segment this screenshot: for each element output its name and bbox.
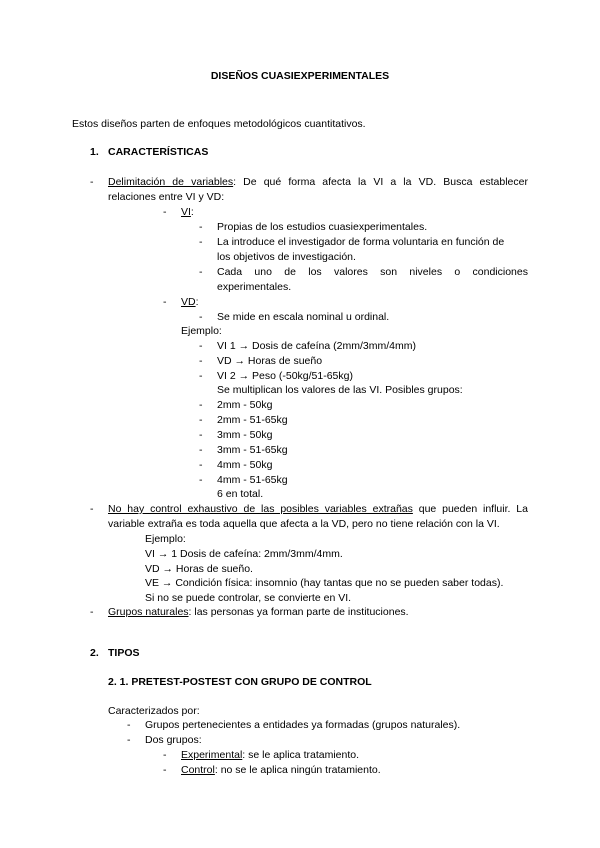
bullet-dash: - xyxy=(199,266,203,278)
control-text-2: variable extraña es toda aquella que afecta a la VD, pero no tiene relación con la VI. xyxy=(108,518,500,530)
group-item: 4mm - 50kg xyxy=(217,459,273,471)
vd-colon: : xyxy=(195,296,199,308)
control-line-1 xyxy=(108,503,528,516)
experimental-label: Experimental xyxy=(181,749,243,761)
subsection-heading: 2. 1. PRETEST-POSTEST CON GRUPO DE CONTROL xyxy=(108,676,372,688)
grupo-control xyxy=(181,764,381,777)
vi-item-2-cont: los objetivos de investigación. xyxy=(217,251,356,263)
experimental-text: : se le aplica tratamiento. xyxy=(242,749,360,761)
ejemplo-1-label: Ejemplo: xyxy=(181,325,222,337)
delimitacion-text-2: relaciones entre VI y VD: xyxy=(108,191,225,203)
bullet-dash: - xyxy=(163,749,167,761)
bullet-dash: - xyxy=(199,444,203,456)
bullet-dash: - xyxy=(199,429,203,441)
grupo-experimental xyxy=(181,749,359,762)
group-item: 4mm - 51-65kg xyxy=(217,474,288,486)
caracterizados-item-2: Dos grupos: xyxy=(145,734,202,746)
bullet-dash: - xyxy=(199,414,203,426)
control-group-text: : no se le aplica ningún tratamiento. xyxy=(214,764,381,776)
ejemplo-1-total: 6 en total. xyxy=(217,488,264,500)
bullet-dash: - xyxy=(199,311,203,323)
section-2-number: 2. xyxy=(90,647,99,659)
bullet-dash: - xyxy=(199,459,203,471)
bullet-dash: - xyxy=(199,236,203,248)
bullet-dash: - xyxy=(199,474,203,486)
bullet-dash: - xyxy=(90,503,94,515)
section-2-heading: TIPOS xyxy=(108,647,140,659)
control-label: No hay control exhaustivo de las posibles variables extrañas xyxy=(108,503,413,515)
bullet-dash: - xyxy=(163,206,167,218)
delimitacion-line-1 xyxy=(108,176,528,189)
page-title: DISEÑOS CUASIEXPERIMENTALES xyxy=(210,70,390,82)
grupos-text: : las personas ya forman parte de instituciones. xyxy=(188,606,409,618)
group-item: 2mm - 51-65kg xyxy=(217,414,288,426)
vi-item-1: Propias de los estudios cuasiexperimentales. xyxy=(217,221,428,233)
vi-label: VI xyxy=(181,206,191,218)
ejemplo-2-line-2: VD → Horas de sueño. xyxy=(145,563,253,575)
ejemplo-1-note: Se multiplican los valores de las VI. Posibles grupos: xyxy=(217,384,463,396)
delimitacion-text-1: : De qué forma afecta la VI a la VD. Busca establecer xyxy=(233,176,528,188)
vi-colon: : xyxy=(190,206,194,218)
vi-item-3-cont: experimentales. xyxy=(217,281,292,293)
bullet-dash: - xyxy=(163,296,167,308)
ejemplo-1-item-2: VD → Horas de sueño xyxy=(217,355,323,367)
bullet-dash: - xyxy=(199,340,203,352)
caracterizados-label: Caracterizados por: xyxy=(108,705,200,717)
vd-heading xyxy=(181,296,199,309)
vd-label: VD xyxy=(181,296,196,308)
delimitacion-label: Delimitación de variables xyxy=(108,176,234,188)
vi-item-2: La introduce el investigador de forma voluntaria en función de xyxy=(217,236,505,248)
group-item: 2mm - 50kg xyxy=(217,399,273,411)
ejemplo-1-item-3: VI 2 → Peso (-50kg/51-65kg) xyxy=(217,370,353,382)
intro-text: Estos diseños parten de enfoques metodológicos cuantitativos. xyxy=(72,118,366,130)
grupos-line xyxy=(108,606,409,619)
caracterizados-item-1: Grupos pertenecientes a entidades ya formadas (grupos naturales). xyxy=(145,719,461,731)
bullet-dash: - xyxy=(90,176,94,188)
bullet-dash: - xyxy=(90,606,94,618)
vi-item-3: Cada uno de los valores son niveles o condiciones xyxy=(217,266,528,278)
bullet-dash: - xyxy=(199,370,203,382)
bullet-dash: - xyxy=(163,764,167,776)
group-item: 3mm - 50kg xyxy=(217,429,273,441)
section-1-number: 1. xyxy=(90,146,99,158)
bullet-dash: - xyxy=(199,355,203,367)
grupos-label: Grupos naturales xyxy=(108,606,189,618)
bullet-dash: - xyxy=(127,719,131,731)
bullet-dash: - xyxy=(127,734,131,746)
control-text-1: que pueden influir. La xyxy=(412,503,528,515)
group-item: 3mm - 51-65kg xyxy=(217,444,288,456)
section-1-heading: CARACTERÍSTICAS xyxy=(108,146,209,158)
vd-item-1: Se mide en escala nominal u ordinal. xyxy=(217,311,390,323)
ejemplo-2-label: Ejemplo: xyxy=(145,533,186,545)
ejemplo-1-item-1: VI 1 → Dosis de cafeína (2mm/3mm/4mm) xyxy=(217,340,416,352)
control-group-label: Control xyxy=(181,764,215,776)
vi-heading xyxy=(181,206,194,219)
bullet-dash: - xyxy=(199,221,203,233)
ejemplo-2-line-4: Si no se puede controlar, se convierte en VI. xyxy=(145,592,352,604)
ejemplo-2-line-3: VE → Condición física: insomnio (hay tantas que no se pueden saber todas). xyxy=(145,577,504,589)
bullet-dash: - xyxy=(199,399,203,411)
ejemplo-2-line-1: VI → 1 Dosis de cafeína: 2mm/3mm/4mm. xyxy=(145,548,343,560)
